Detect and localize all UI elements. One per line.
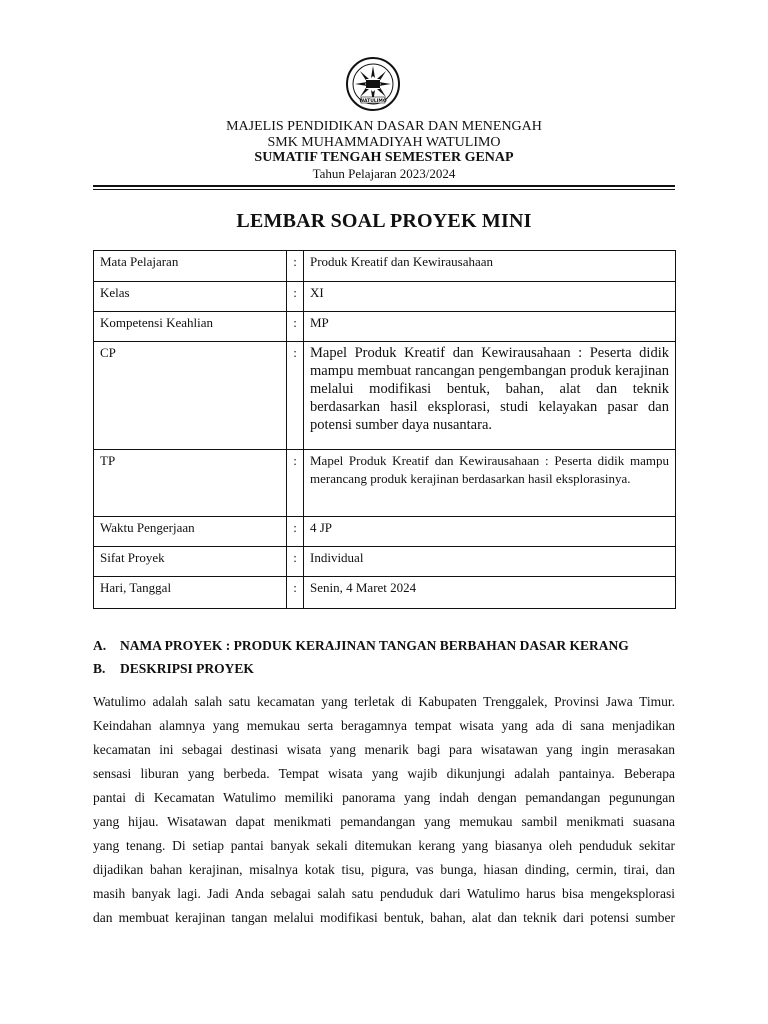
row-label: CP bbox=[94, 342, 287, 450]
table-row bbox=[94, 282, 676, 312]
header-line-year: Tahun Pelajaran 2023/2024 bbox=[312, 166, 456, 181]
project-info-table bbox=[93, 250, 676, 609]
row-value: Mapel Produk Kreatif dan Kewirausahaan : Peserta didik mampu membuat rancangan pengembangan produk kerajinan melalui modifikasi bentuk, bahan, alat dan teknik berdasarkan hasil eksplorasi, studi kelayakan pasar dan potensi sumber daya nusantara. bbox=[304, 342, 676, 450]
paragraph-line: kecamatan ini sebagai destinasi wisata yang menarik bagi para wisatawan yang ingin merasakan bbox=[93, 742, 675, 757]
table-row bbox=[94, 342, 676, 450]
table-row bbox=[94, 517, 676, 547]
paragraph-line: dijadikan bahan kerajinan, misalnya kotak tisu, pigura, vas bunga, hiasan dinding, cermin, tirai, dan bbox=[93, 862, 675, 877]
table-row bbox=[94, 450, 676, 517]
section-title: NAMA PROYEK : PRODUK KERAJINAN TANGAN BERBAHAN DASAR KERANG bbox=[120, 638, 629, 653]
header-divider-thin bbox=[93, 189, 675, 190]
row-value: MP bbox=[304, 312, 676, 342]
header-line-school: SMK MUHAMMADIYAH WATULIMO bbox=[267, 135, 501, 150]
section-a-heading bbox=[93, 638, 629, 654]
svg-text:WATULIMO: WATULIMO bbox=[359, 99, 387, 104]
row-label: Mata Pelajaran bbox=[94, 251, 287, 282]
row-separator: : bbox=[287, 282, 304, 312]
row-separator: : bbox=[287, 251, 304, 282]
table-row bbox=[94, 312, 676, 342]
paragraph-line: dan membuat kerajinan tangan melalui modifikasi bentuk, bahan, alat dan teknik dari potensi sumber bbox=[93, 910, 675, 925]
section-marker: A. bbox=[93, 638, 107, 653]
row-separator: : bbox=[287, 450, 304, 517]
row-value: Individual bbox=[304, 547, 676, 577]
row-label: Sifat Proyek bbox=[94, 547, 287, 577]
section-title: DESKRIPSI PROYEK bbox=[120, 661, 254, 676]
row-label: Waktu Pengerjaan bbox=[94, 517, 287, 547]
paragraph-line: pantai di Kecamatan Watulimo memiliki panorama yang indah dengan pemandangan pegunungan bbox=[93, 790, 675, 805]
paragraph-line: Keindahan alamnya yang memukau serta beragamnya tempat wisata yang ada di sana menjadikan bbox=[93, 718, 675, 733]
row-value: Senin, 4 Maret 2024 bbox=[304, 577, 676, 609]
row-separator: : bbox=[287, 547, 304, 577]
paragraph-line: Watulimo adalah salah satu kecamatan yang terletak di Kabupaten Trenggalek, Provinsi Jawa Timur. bbox=[93, 694, 675, 709]
table-row bbox=[94, 251, 676, 282]
row-value: Produk Kreatif dan Kewirausahaan bbox=[304, 251, 676, 282]
paragraph-line: yang hijau. Wisatawan dapat menikmati pemandangan yang memukau sambil menikmati suasana bbox=[93, 814, 675, 829]
row-label: Hari, Tanggal bbox=[94, 577, 287, 609]
row-label: Kelas bbox=[94, 282, 287, 312]
paragraph-line: masih banyak lagi. Jadi Anda sebagai salah satu penduduk dari Watulimo harus bisa mengeksplorasi bbox=[93, 886, 675, 901]
row-label: Kompetensi Keahlian bbox=[94, 312, 287, 342]
paragraph-line: yang tenang. Di setiap pantai banyak sekali ditemukan kerang yang biasanya oleh penduduk sekitar bbox=[93, 838, 675, 853]
muhammadiyah-emblem-icon bbox=[337, 56, 409, 112]
table-row bbox=[94, 547, 676, 577]
header-line-majelis: MAJELIS PENDIDIKAN DASAR DAN MENENGAH bbox=[226, 119, 542, 134]
section-marker: B. bbox=[93, 661, 106, 676]
paragraph-line: sensasi liburan yang berbeda. Tempat wisata yang wajib dikunjungi adalah pantainya. Beberapa bbox=[93, 766, 675, 781]
row-separator: : bbox=[287, 577, 304, 609]
section-b-heading bbox=[93, 661, 254, 677]
project-description-paragraph bbox=[93, 690, 675, 930]
row-separator: : bbox=[287, 517, 304, 547]
header-divider-thick bbox=[93, 185, 675, 187]
row-value: Mapel Produk Kreatif dan Kewirausahaan : Peserta didik mampu merancang produk kerajinan berdasarkan hasil eksplorasinya. bbox=[304, 450, 676, 517]
row-value: 4 JP bbox=[304, 517, 676, 547]
table-row bbox=[94, 577, 676, 609]
header-line-exam: SUMATIF TENGAH SEMESTER GENAP bbox=[254, 150, 514, 165]
row-label: TP bbox=[94, 450, 287, 517]
row-separator: : bbox=[287, 312, 304, 342]
row-value: XI bbox=[304, 282, 676, 312]
row-separator: : bbox=[287, 342, 304, 450]
document-title: LEMBAR SOAL PROYEK MINI bbox=[236, 210, 532, 232]
